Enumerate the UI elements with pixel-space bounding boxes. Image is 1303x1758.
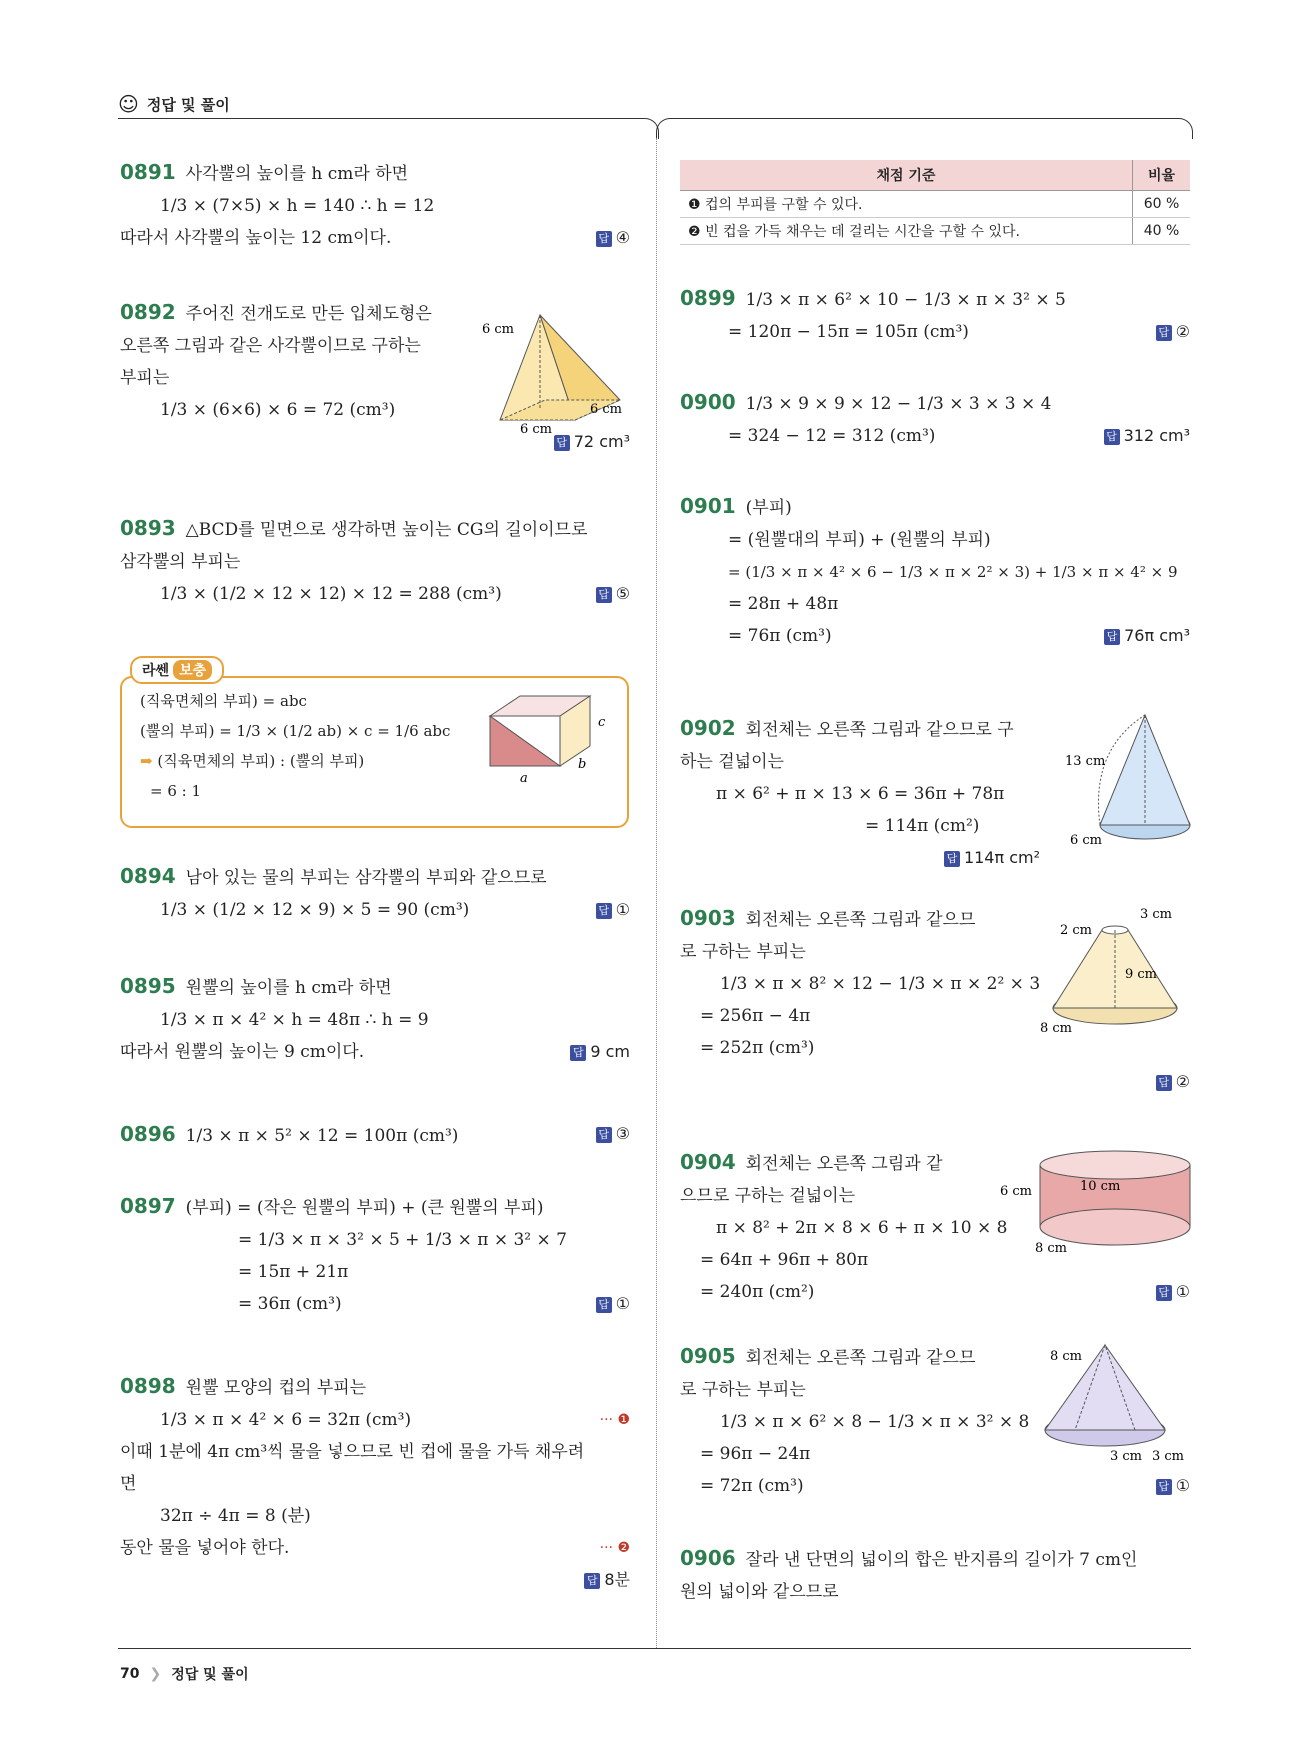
answer-badge-icon: 답 — [1156, 325, 1172, 341]
answer-badge-icon: 답 — [570, 1045, 586, 1061]
page-footer — [120, 1664, 249, 1684]
answer: 답 8분 — [584, 1570, 630, 1589]
answer: 답 ③ — [596, 1118, 630, 1152]
height-label: 6 cm — [482, 322, 515, 337]
problem-number: 0891 — [120, 160, 176, 184]
problem-0893: 0893 △BCD를 밑면으로 생각하면 높이는 CG의 길이이므로 삼각뿔의 부피는 1/3 × (1/2 × 12 × 12) × 12 = 288 (cm³) 답 ⑤ — [120, 512, 630, 610]
problem-line: 따라서 사각뿔의 높이는 12 cm이다. — [120, 228, 392, 248]
answer-badge-icon: 답 — [596, 1127, 612, 1143]
answer-badge-icon: 답 — [596, 903, 612, 919]
svg-text:b: b — [578, 757, 587, 772]
svg-text:a: a — [520, 771, 528, 786]
answer-badge-icon: 답 — [596, 231, 612, 247]
header-title: 정답 및 풀이 — [146, 95, 230, 114]
problem-line: 사각뿔의 높이를 h cm라 하면 — [185, 164, 409, 184]
problem-number: 0900 — [680, 390, 736, 414]
problem-0895: 0895 원뿔의 높이를 h cm라 하면 1/3 × π × 4² × h = 48π ∴ h = 9 따라서 원뿔의 높이는 9 cm이다. 답 9 cm — [120, 970, 630, 1068]
svg-text:8 cm: 8 cm — [1035, 1241, 1068, 1256]
svg-text:6 cm: 6 cm — [1070, 833, 1103, 848]
svg-text:10 cm: 10 cm — [1080, 1179, 1121, 1194]
problem-0898: 0898 원뿔 모양의 컵의 부피는 1/3 × π × 4² × 6 = 32π (cm³) ··· ❶ 이때 1분에 4π cm³씩 물을 넣으므로 빈 컵에 물을 가득 채우려 면 32π ÷ 4π = 8 (분) 동안 물을 넣어야 한다. ··· ❷ 답 8분 — [120, 1374, 630, 1589]
cone-figure — [1060, 710, 1195, 850]
problem-number: 0906 — [680, 1546, 736, 1570]
equation: 1/3 × (1/2 × 12 × 9) × 5 = 90 (cm³) — [160, 900, 470, 920]
problem-number: 0899 — [680, 286, 736, 310]
problem-number: 0895 — [120, 974, 176, 998]
svg-text:3 cm: 3 cm — [1110, 1449, 1143, 1464]
problem-number: 0894 — [120, 864, 176, 888]
problem-0903: 0903 회전체는 오른쪽 그림과 같으므 로 구하는 부피는 1/3 × π × 8² × 12 − 1/3 × π × 2² × 3 = 256π − 4π = 252π (cm³) 답 ② — [680, 906, 1190, 1091]
svg-text:2 cm: 2 cm — [1060, 923, 1093, 938]
step-marker: ··· ❷ — [599, 1540, 630, 1556]
answer: 답 ① — [596, 894, 630, 926]
svg-text:8 cm: 8 cm — [1050, 1349, 1083, 1364]
depth-label: 6 cm — [590, 402, 623, 417]
answer: 답 ① — [1156, 1470, 1190, 1502]
answer: 답 ② — [1156, 316, 1190, 348]
problem-0906: 0906 잘라 낸 단면의 넓이의 합은 반지름의 길이가 7 cm인 원의 넓이와 같으므로 — [680, 1546, 1138, 1602]
answer: 답 312 cm³ — [1104, 420, 1190, 452]
equation: 1/3 × (6×6) × 6 = 72 (cm³) — [160, 400, 396, 420]
svg-text:6 cm: 6 cm — [1000, 1184, 1033, 1199]
answer-badge-icon: 답 — [1156, 1479, 1172, 1495]
problem-0901: 0901 (부피) = (원뿔대의 부피) + (원뿔의 부피) = (1/3 × π × 4² × 6 − 1/3 × π × 2² × 3) + 1/3 × π × 4² × 9 = 28π + 48π = 76π (cm³) 답 76π cm³ — [680, 490, 1190, 652]
scoring-table: 채점 기준 비율 ❶ 컵의 부피를 구할 수 있다. 60 % ❷ 빈 컵을 가득 채우는 데 걸리는 시간을 구할 수 있다. 40 % — [680, 160, 1190, 245]
answer: 답 72 cm³ — [554, 432, 630, 451]
equation: 1/3 × π × 4² × h = 48π ∴ h = 9 — [160, 1010, 429, 1030]
width-label: 6 cm — [520, 422, 553, 435]
problem-0899: 0899 1/3 × π × 6² × 10 − 1/3 × π × 3² × 5 = 120π − 15π = 105π (cm³) 답 ② — [680, 282, 1190, 348]
svg-text:8 cm: 8 cm — [1040, 1021, 1073, 1036]
answer-badge-icon: 답 — [1156, 1075, 1172, 1091]
equation: 1/3 × π × 5² × 12 = 100π (cm³) — [185, 1126, 459, 1146]
answer-badge-icon: 답 — [596, 587, 612, 603]
problem-0900: 0900 1/3 × 9 × 9 × 12 − 1/3 × 3 × 3 × 4 = 324 − 12 = 312 (cm³) 답 312 cm³ — [680, 386, 1190, 452]
mascot-icon: ☺ — [118, 92, 139, 116]
left-frame — [118, 118, 659, 139]
problem-0902: 0902 회전체는 오른쪽 그림과 같으므로 구 하는 겉넓이는 π × 6² + π × 13 × 6 = 36π + 78π = 114π (cm²) 답 114π cm² — [680, 716, 1040, 867]
answer: 답 ④ — [596, 222, 630, 254]
cuboid-figure — [480, 686, 620, 786]
page-number: 70 — [120, 1666, 140, 1682]
frustum-figure — [1040, 900, 1195, 1040]
footer-rule — [118, 1648, 1191, 1649]
problem-number: 0896 — [120, 1122, 176, 1146]
footer-title: 정답 및 풀이 — [171, 1667, 249, 1683]
svg-text:c: c — [598, 715, 606, 730]
equation: 1/3 × (7×5) × h = 140 ∴ h = 12 — [160, 196, 435, 216]
problem-number: 0893 — [120, 516, 176, 540]
page-header — [118, 86, 230, 122]
problem-number: 0898 — [120, 1374, 176, 1398]
answer: 답 ⑤ — [596, 578, 630, 610]
problem-number: 0897 — [120, 1194, 176, 1218]
step-marker: ··· ❶ — [599, 1412, 630, 1428]
problem-number: 0902 — [680, 716, 736, 740]
answer: 답 114π cm² — [944, 848, 1040, 867]
answer: 답 ① — [596, 1288, 630, 1320]
supplement-tag: 라쎈 보충 — [130, 656, 224, 684]
problem-number: 0901 — [680, 494, 736, 518]
answer-badge-icon: 답 — [584, 1573, 600, 1589]
problem-number: 0904 — [680, 1150, 736, 1174]
problem-0897: 0897 (부피) = (작은 원뿔의 부피) + (큰 원뿔의 부피) = 1/3 × π × 3² × 5 + 1/3 × π × 3² × 7 = 15π + 21π = 36π (cm³) 답 ① — [120, 1190, 630, 1320]
answer-badge-icon: 답 — [554, 435, 570, 451]
equation: 1/3 × (1/2 × 12 × 12) × 12 = 288 (cm³) — [160, 584, 502, 604]
chevron-right-icon: ❯ — [149, 1666, 162, 1682]
answer-badge-icon: 답 — [1104, 429, 1120, 445]
svg-text:3 cm: 3 cm — [1140, 907, 1173, 922]
problem-0894: 0894 남아 있는 물의 부피는 삼각뿔의 부피와 같으므로 1/3 × (1/2 × 12 × 9) × 5 = 90 (cm³) 답 ① — [120, 860, 630, 926]
cylinder-figure — [1000, 1150, 1195, 1260]
supplement-content: (직육면체의 부피) = abc (뿔의 부피) = 1/3 × (1/2 ab) × c = 1/6 abc ➡ (직육면체의 부피) : (뿔의 부피) = 6 : 1 — [140, 692, 451, 800]
answer: 답 76π cm³ — [1104, 620, 1190, 652]
right-frame — [656, 118, 1193, 139]
answer: 답 9 cm — [570, 1036, 630, 1068]
answer-badge-icon: 답 — [1156, 1285, 1172, 1301]
problem-0891 — [120, 156, 630, 254]
answer-badge-icon: 답 — [944, 851, 960, 867]
svg-text:9 cm: 9 cm — [1125, 967, 1158, 982]
problem-number: 0905 — [680, 1344, 736, 1368]
column-divider — [656, 138, 657, 1648]
answer-badge-icon: 답 — [596, 1297, 612, 1313]
problem-0904: 0904 회전체는 오른쪽 그림과 같 으므로 구하는 겉넓이는 π × 8² + 2π × 8 × 6 + π × 10 × 8 = 64π + 96π + 80π = 240π (cm²) 답 ① — [680, 1146, 1190, 1308]
problem-0905: 0905 회전체는 오른쪽 그림과 같으므 로 구하는 부피는 1/3 × π × 6² × 8 − 1/3 × π × 3² × 8 = 96π − 24π = 72π (cm³) 답 ① — [680, 1340, 1190, 1502]
answer: 답 ① — [1156, 1276, 1190, 1308]
problem-number: 0892 — [120, 300, 176, 324]
answer: 답 ② — [1156, 1072, 1190, 1091]
problem-number: 0903 — [680, 906, 736, 930]
problem-0892: 0892 주어진 전개도로 만든 입체도형은 오른쪽 그림과 같은 사각뿔이므로 구하는 부피는 1/3 × (6×6) × 6 = 72 (cm³) 답 72 cm³ — [120, 300, 630, 451]
answer-badge-icon: 답 — [1104, 629, 1120, 645]
arrow-icon: ➡ — [140, 752, 153, 770]
svg-text:3 cm: 3 cm — [1152, 1449, 1185, 1464]
double-cone-figure — [1020, 1340, 1195, 1465]
problem-0896 — [120, 1118, 630, 1152]
pyramid-figure — [480, 305, 630, 435]
svg-text:13 cm: 13 cm — [1065, 754, 1106, 769]
